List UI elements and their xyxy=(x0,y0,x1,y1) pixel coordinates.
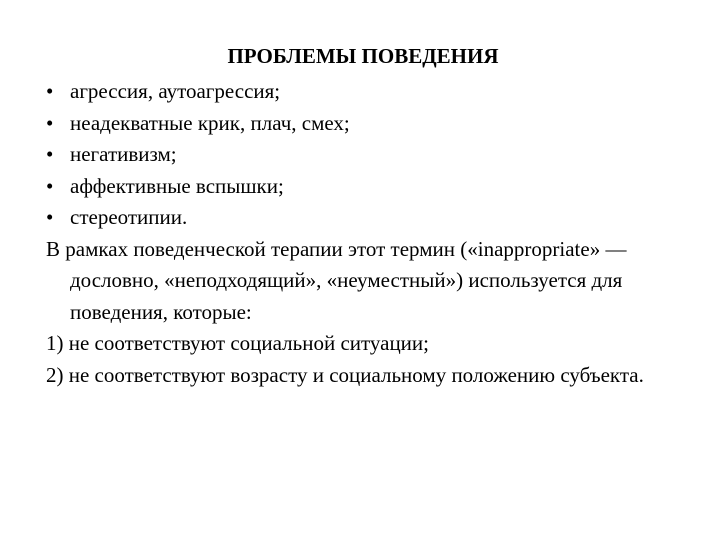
bullet-marker: • xyxy=(46,205,54,229)
bullet-item xyxy=(46,108,686,140)
bullet-item xyxy=(46,76,686,108)
bullet-text: негативизм; xyxy=(70,142,177,166)
bullet-marker: • xyxy=(46,79,54,103)
bullet-list xyxy=(46,76,686,234)
numbered-item: 2) не соответствуют возрасту и социальному положению субъекта. xyxy=(46,362,644,387)
slide-title-text: ПРОБЛЕМЫ ПОВЕДЕНИЯ xyxy=(227,44,499,68)
bullet-item xyxy=(46,139,686,171)
slide-title xyxy=(0,42,720,70)
bullet-text: стереотипии. xyxy=(70,205,188,229)
bullet-text: агрессия, аутоагрессия; xyxy=(70,79,281,103)
bullet-item xyxy=(46,202,686,234)
bullet-text: неадекватные крик, плач, смех; xyxy=(70,110,350,135)
bullet-item xyxy=(46,171,686,203)
definition-paragraph: В рамках поведенческой терапии этот термин («inappropriate» — дословно, «неподходящий», «неуместный») используется для поведения, которые: xyxy=(46,236,627,324)
bullet-marker: • xyxy=(46,142,54,166)
slide-body xyxy=(46,76,686,391)
bullet-marker: • xyxy=(46,173,54,198)
bullet-marker: • xyxy=(46,110,54,135)
bullet-text: аффективные вспышки; xyxy=(70,173,284,198)
numbered-item: 1) не соответствуют социальной ситуации; xyxy=(46,331,429,355)
